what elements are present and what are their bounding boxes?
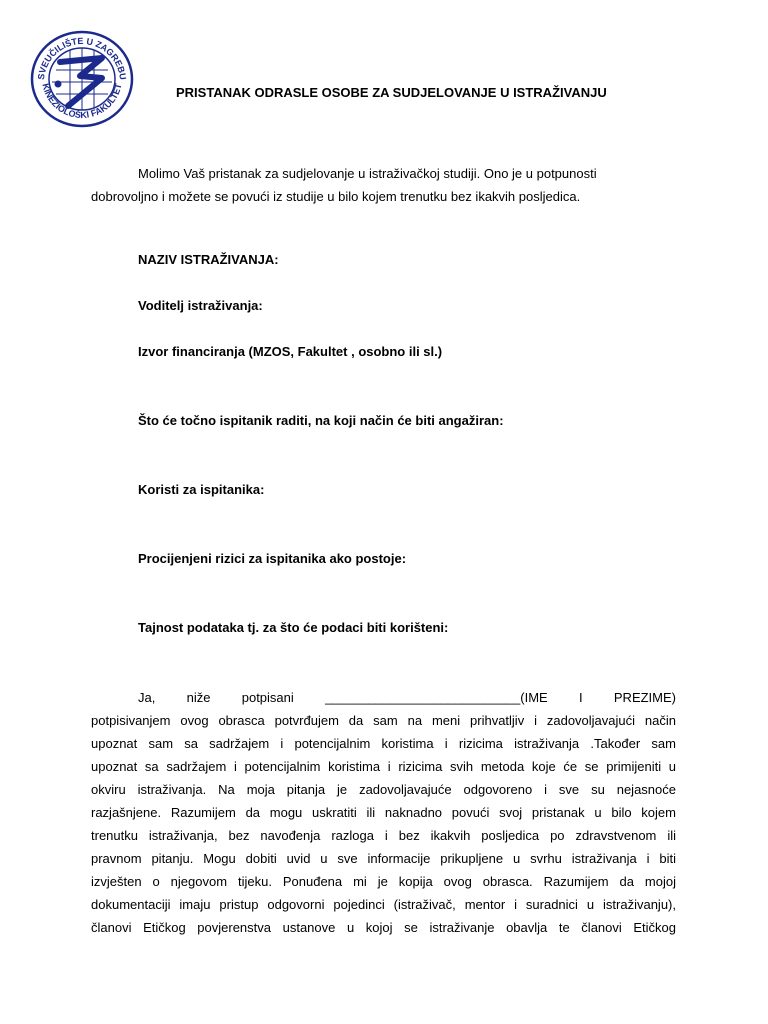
heading-voditelj: Voditelj istraživanja: xyxy=(138,298,263,313)
consent-line: potpisivanjem ovog obrasca potvrđujem da sam na meni prihvatljiv i zadovoljavajući način xyxy=(91,713,676,728)
consent-line: trenutku istraživanja, bez navođenja razloga i bez ikakvih posljedica po zdravstvenom ili xyxy=(91,828,676,843)
heading-rizici: Procijenjeni rizici za ispitanika ako postoje: xyxy=(138,551,407,566)
heading-naziv-istrazivanja: NAZIV ISTRAŽIVANJA: xyxy=(138,252,279,267)
heading-sto-ce-ispitanik-raditi: Što će točno ispitanik raditi, na koji način će biti angažiran: xyxy=(138,413,504,428)
document-title: PRISTANAK ODRASLE OSOBE ZA SUDJELOVANJE U ISTRAŽIVANJU xyxy=(176,85,607,100)
consent-line: članovi Etičkog povjerenstva ustanove u kojoj se istraživanje obavlja te članovi Etičkog xyxy=(91,920,676,935)
consent-line: okviru istraživanja. Na moja pitanja je zadovoljavajuće odgovoreno i sve su nejasnoće xyxy=(91,782,676,797)
consent-first-line-start: Ja, niže potpisani xyxy=(138,690,294,705)
consent-line: upoznat sam sa sadržajem i potencijalnim koristima i rizicima istraživanja .Također sam xyxy=(91,736,676,751)
university-seal-logo xyxy=(30,30,134,128)
name-blank: ___________________________ xyxy=(325,690,521,705)
heading-izvor-financiranja: Izvor financiranja (MZOS, Fakultet , osobno ili sl.) xyxy=(138,344,443,359)
consent-line: pravnom pitanju. Mogu dobiti uvid u sve informacije prikupljene u svrhu istraživanja i biti xyxy=(91,851,676,866)
logo-text-top: SVEUČILIŠTE U ZAGREBU xyxy=(36,35,129,81)
intro-paragraph xyxy=(91,162,676,208)
heading-tajnost-podataka: Tajnost podataka tj. za što će podaci biti korišteni: xyxy=(138,620,449,635)
intro-line-2: dobrovoljno i možete se povući iz studije u bilo kojem trenutku bez ikakvih posljedica. xyxy=(91,189,581,204)
intro-line-1: Molimo Vaš pristanak za sudjelovanje u istraživačkoj studiji. Ono je u potpunosti xyxy=(138,166,597,181)
consent-line: razjašnjene. Razumijem da mogu uskratiti ili naknadno povući svoj pristanak u bilo kojem xyxy=(91,805,676,820)
logo-text-bottom: KINEZIOLOŠKI FAKULTET xyxy=(40,82,124,121)
heading-koristi: Koristi za ispitanika: xyxy=(138,482,265,497)
consent-line: dokumentaciji imaju pristup odgovorni pojedinci (istraživač, mentor i suradnici u istraživanju), xyxy=(91,897,676,912)
consent-line: upoznat sa sadržajem i potencijalnim koristima i rizicima svih metoda koje će se primijeniti u xyxy=(91,759,676,774)
consent-first-line xyxy=(138,686,676,709)
consent-line: izvješten o njegovom tijeku. Ponuđena mi je kopija ovog obrasca. Razumijem da mojoj xyxy=(91,874,676,889)
consent-first-line-end: (IME I PREZIME) xyxy=(520,690,676,705)
